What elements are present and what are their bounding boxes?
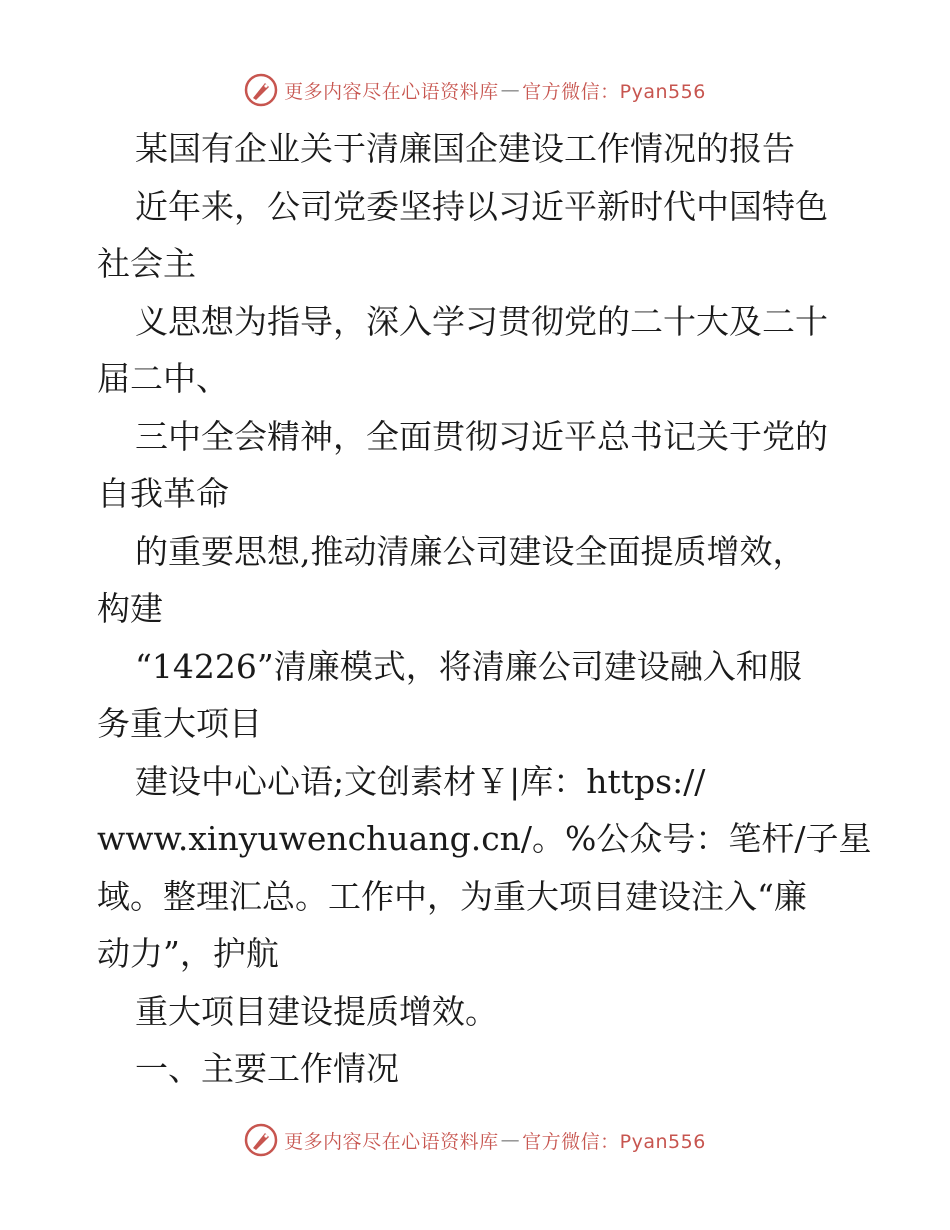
- paragraph-line: 届二中、: [97, 359, 229, 398]
- section-heading: 一、主要工作情况: [135, 1049, 399, 1088]
- paragraph-line: 自我革命: [97, 474, 229, 513]
- watermark-separator: —: [500, 1129, 521, 1151]
- paragraph-line: 构建: [97, 589, 163, 628]
- header-watermark: [0, 70, 950, 110]
- paragraph-line: 务重大项目: [97, 704, 262, 743]
- watermark-label: 更多内容尽在心语资料库: [284, 80, 499, 103]
- footer-watermark: [0, 1120, 950, 1160]
- paragraph-line: 建设中心心语;文创素材￥|库：https://: [135, 761, 706, 801]
- paragraph-line: 的重要思想,推动清廉公司建设全面提质增效，: [135, 531, 806, 571]
- watermark-contact: 官方微信：Pyan556: [522, 80, 706, 103]
- paragraph-line: www.xinyuwenchuang.cn/。%公众号：笔杆/子星: [97, 819, 872, 858]
- document-body: [97, 120, 872, 1098]
- paragraph-line: 近年来，公司党委坚持以习近平新时代中国特色: [135, 186, 828, 226]
- paragraph-line: 社会主: [97, 244, 196, 283]
- paragraph-line: 重大项目建设提质增效。: [135, 991, 498, 1031]
- watermark-contact: 官方微信：Pyan556: [522, 1130, 706, 1153]
- watermark-separator: —: [500, 79, 521, 101]
- pen-nib-logo-icon: [244, 73, 278, 107]
- document-title: 某国有企业关于清廉国企建设工作情况的报告: [135, 129, 795, 168]
- paragraph-line: 三中全会精神，全面贯彻习近平总书记关于党的: [135, 416, 828, 456]
- paragraph-line: “14226”清廉模式，将清廉公司建设融入和服: [135, 646, 802, 686]
- watermark-label: 更多内容尽在心语资料库: [284, 1130, 499, 1153]
- pen-nib-logo-icon: [244, 1123, 278, 1157]
- paragraph-line: 义思想为指导，深入学习贯彻党的二十大及二十: [135, 301, 828, 341]
- paragraph-line: 动力”，护航: [97, 934, 279, 973]
- paragraph-line: 域。整理汇总。工作中，为重大项目建设注入“廉: [97, 876, 807, 916]
